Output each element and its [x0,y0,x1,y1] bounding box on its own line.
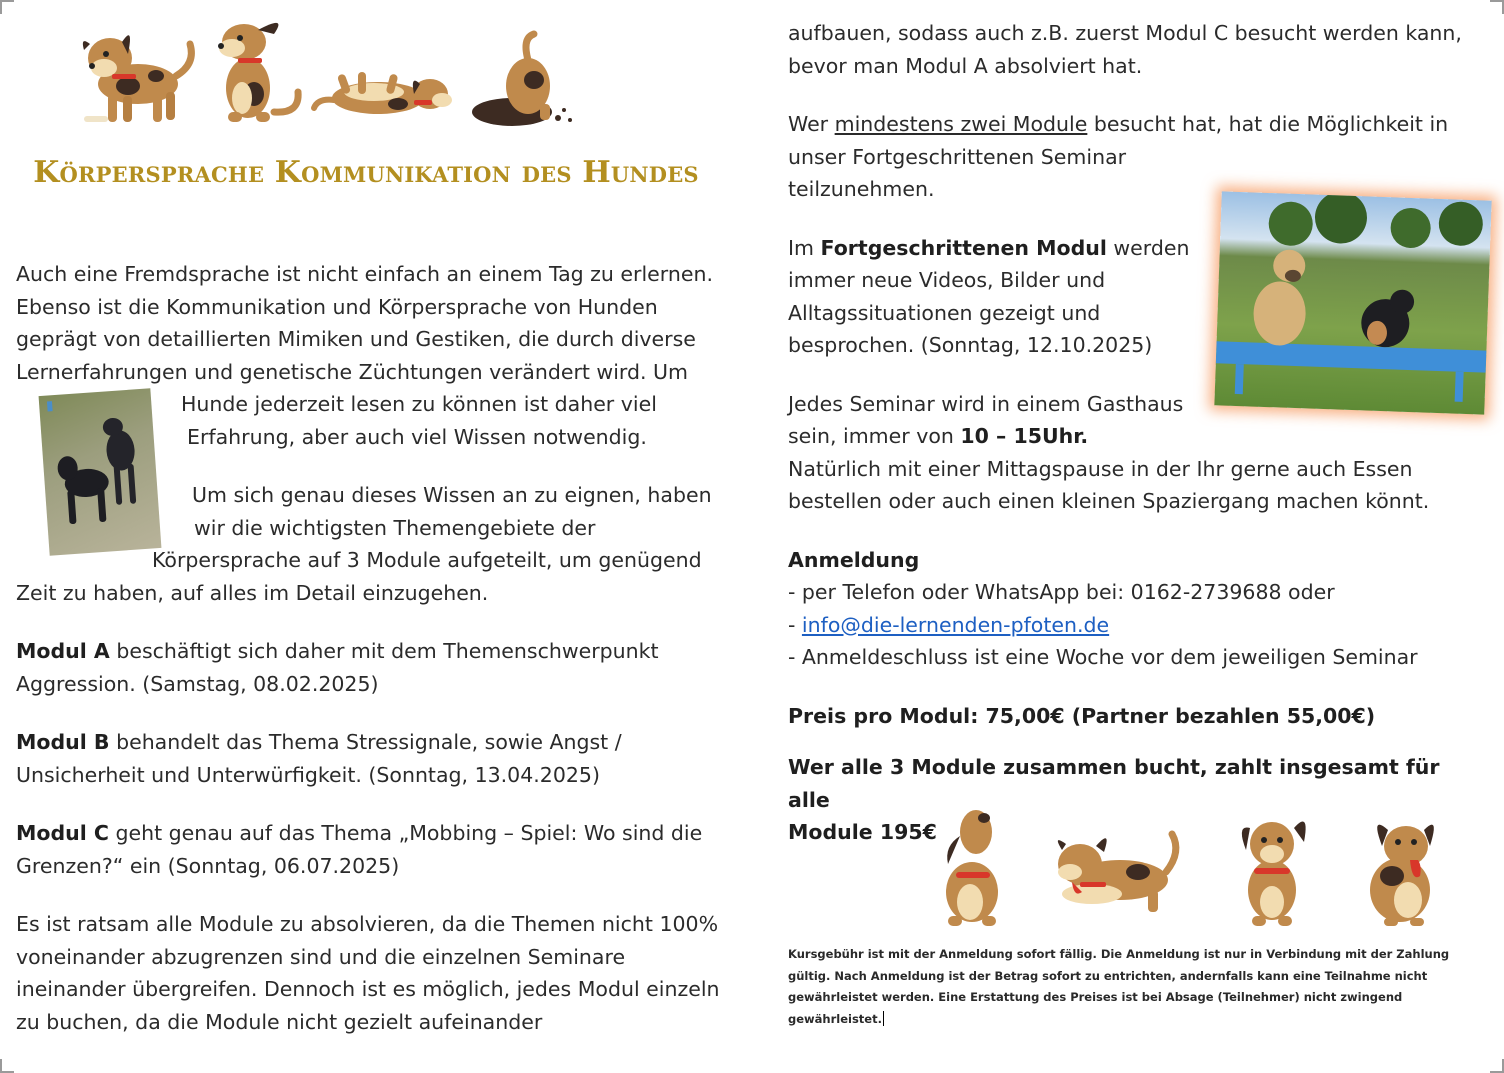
registration-dash: - [788,612,802,637]
email-link[interactable]: info@die-lernenden-pfoten.de [801,612,1110,637]
registration-heading: Anmeldung [788,547,920,572]
page-corner-mark [0,0,14,14]
seminar-time: 10 – 15Uhr. [960,424,1089,448]
price-line: Preis pro Modul: 75,00€ (Partner bezahlen 55,00€) [788,703,1376,728]
advanced-intro-line: unser Fortgeschrittenen Seminar [788,144,1127,169]
page-corner-mark [0,1059,14,1073]
seminar-line: Jedes Seminar wird in einem Gasthaus [788,391,1184,416]
dog-rolling-icon [314,72,452,114]
modul-c-paragraph [16,817,726,882]
modul-c-text: geht genau auf das Thema „Mobbing – Spiel: Wo sind die Grenzen?“ ein (Sonntag, 06.07.2025) [16,821,703,878]
advanced-module-text: werden [1106,235,1190,260]
advice-paragraph: Es ist ratsam alle Module zu absolvieren, da die Themen nicht 100% voneinander abzugrenzen sind und die einzelnen Seminare ineinander übergreifen. Dennoch ist es möglich, jedes Modul einzeln zu buchen, da die Module nicht gezielt aufeinander [16,912,720,1034]
intro-line: Hunde jederzeit lesen zu können ist daher viel [181,392,657,416]
modul-a-paragraph [16,635,726,700]
advice-continued: aufbauen, sodass auch z.B. zuerst Modul C besucht werden kann, bevor man Modul A absolviert hat. [788,21,1462,78]
modul-a-text: beschäftigt sich daher mit dem Themenschwerpunkt Aggression. (Samstag, 08.02.2025) [16,639,659,696]
knowledge-line: Um sich genau dieses Wissen an zu eignen, haben [192,483,712,507]
intro-paragraph: Auch eine Fremdsprache ist nicht einfach an einem Tag zu erlernen. Ebenso ist die Kommunikation und Körpersprache von Hunden geprägt von detaillierten Mimiken und Gestiken, die durch diverse Lernerfahrungen und genetische Züchtungen verändert wird. Um [16,262,713,384]
text-cursor [883,1011,885,1026]
fine-print-text: Kursgebühr ist mit der Anmeldung sofort fällig. Die Anmeldung ist nur in Verbindung mit der Zahlung gültig. Nach Anmeldung ist der Betrag sofort zu entrichten, andernfalls kann eine Teilnahme nicht gewährleistet werden. Eine Erstattung des Preises ist bei Absage (Teilnehmer) nicht zwingend gewährleistet. [788,947,1450,1026]
dog-sitting-up-icon [218,23,298,122]
seminar-text: sein, immer von [788,424,961,448]
intro-line: Erfahrung, aber auch viel Wissen notwendig. [187,424,647,449]
knowledge-line: Zeit zu haben, auf alles im Detail einzugehen. [16,580,489,605]
page-corner-mark [1490,0,1504,14]
page-title: Körpersprache Kommunikation des Hundes [33,155,699,190]
advanced-intro-line [788,108,1478,141]
left-column [16,258,726,1038]
seminar-line: Natürlich mit einer Mittagspause in der Ihr gerne auch Essen bestellen oder auch einen kleinen Spaziergang machen könnt. [788,456,1430,513]
advanced-module-line [788,232,1478,265]
dog-looking-up-icon [946,810,998,926]
dog-digging-icon [472,34,572,126]
registration-deadline: - Anmeldeschluss ist eine Woche vor dem jeweiligen Seminar [788,645,1418,669]
modul-b-text: behandelt das Thema Stressignale, sowie Angst / Unsicherheit und Unterwürfigkeit. (Sonntag, 13.04.2025) [16,730,622,787]
advanced-intro-text: besucht hat, hat die Möglichkeit in [1087,112,1449,136]
modul-b-paragraph [16,726,726,791]
dog-illustrations-top [78,14,578,132]
knowledge-line: wir die wichtigsten Themengebiete der [194,515,596,540]
dog-tongue-out-icon [1370,825,1434,926]
bundle-line: Module 195€ [788,820,937,844]
advanced-module-line: immer neue Videos, Bilder und [788,268,1106,292]
dog-sitting-icon [1242,822,1306,926]
modul-b-label: Modul B [16,730,110,754]
knowledge-line: Körpersprache auf 3 Module aufgeteilt, um genügend [152,548,702,572]
advanced-module-line: besprochen. (Sonntag, 12.10.2025) [788,333,1153,357]
dog-illustrations-bottom [920,806,1460,930]
bundle-line: Wer alle 3 Module zusammen bucht, zahlt insgesamt für alle [788,755,1440,812]
right-column [788,17,1478,849]
dog-play-bow-icon [1058,834,1176,912]
registration-phone: - per Telefon oder WhatsApp bei: 0162-2739688 oder [788,580,1335,604]
modul-c-label: Modul C [16,821,109,845]
advanced-module-label: Fortgeschrittenen Modul [820,235,1107,260]
modul-a-label: Modul A [16,639,110,663]
fine-print [788,944,1468,1030]
min-two-modules-text: mindestens zwei Module [834,112,1088,136]
page-corner-mark [1490,1059,1504,1073]
advanced-module-text: Im [788,235,821,260]
fine-print-block [788,944,1468,1030]
dog-standing-bone-icon [83,35,192,122]
seminar-line [788,420,1478,453]
advanced-intro-line: teilzunehmen. [788,177,935,201]
advanced-module-line: Alltagssituationen gezeigt und [788,300,1101,325]
registration-email-line [788,609,1478,642]
advanced-intro-text: Wer [788,112,835,136]
